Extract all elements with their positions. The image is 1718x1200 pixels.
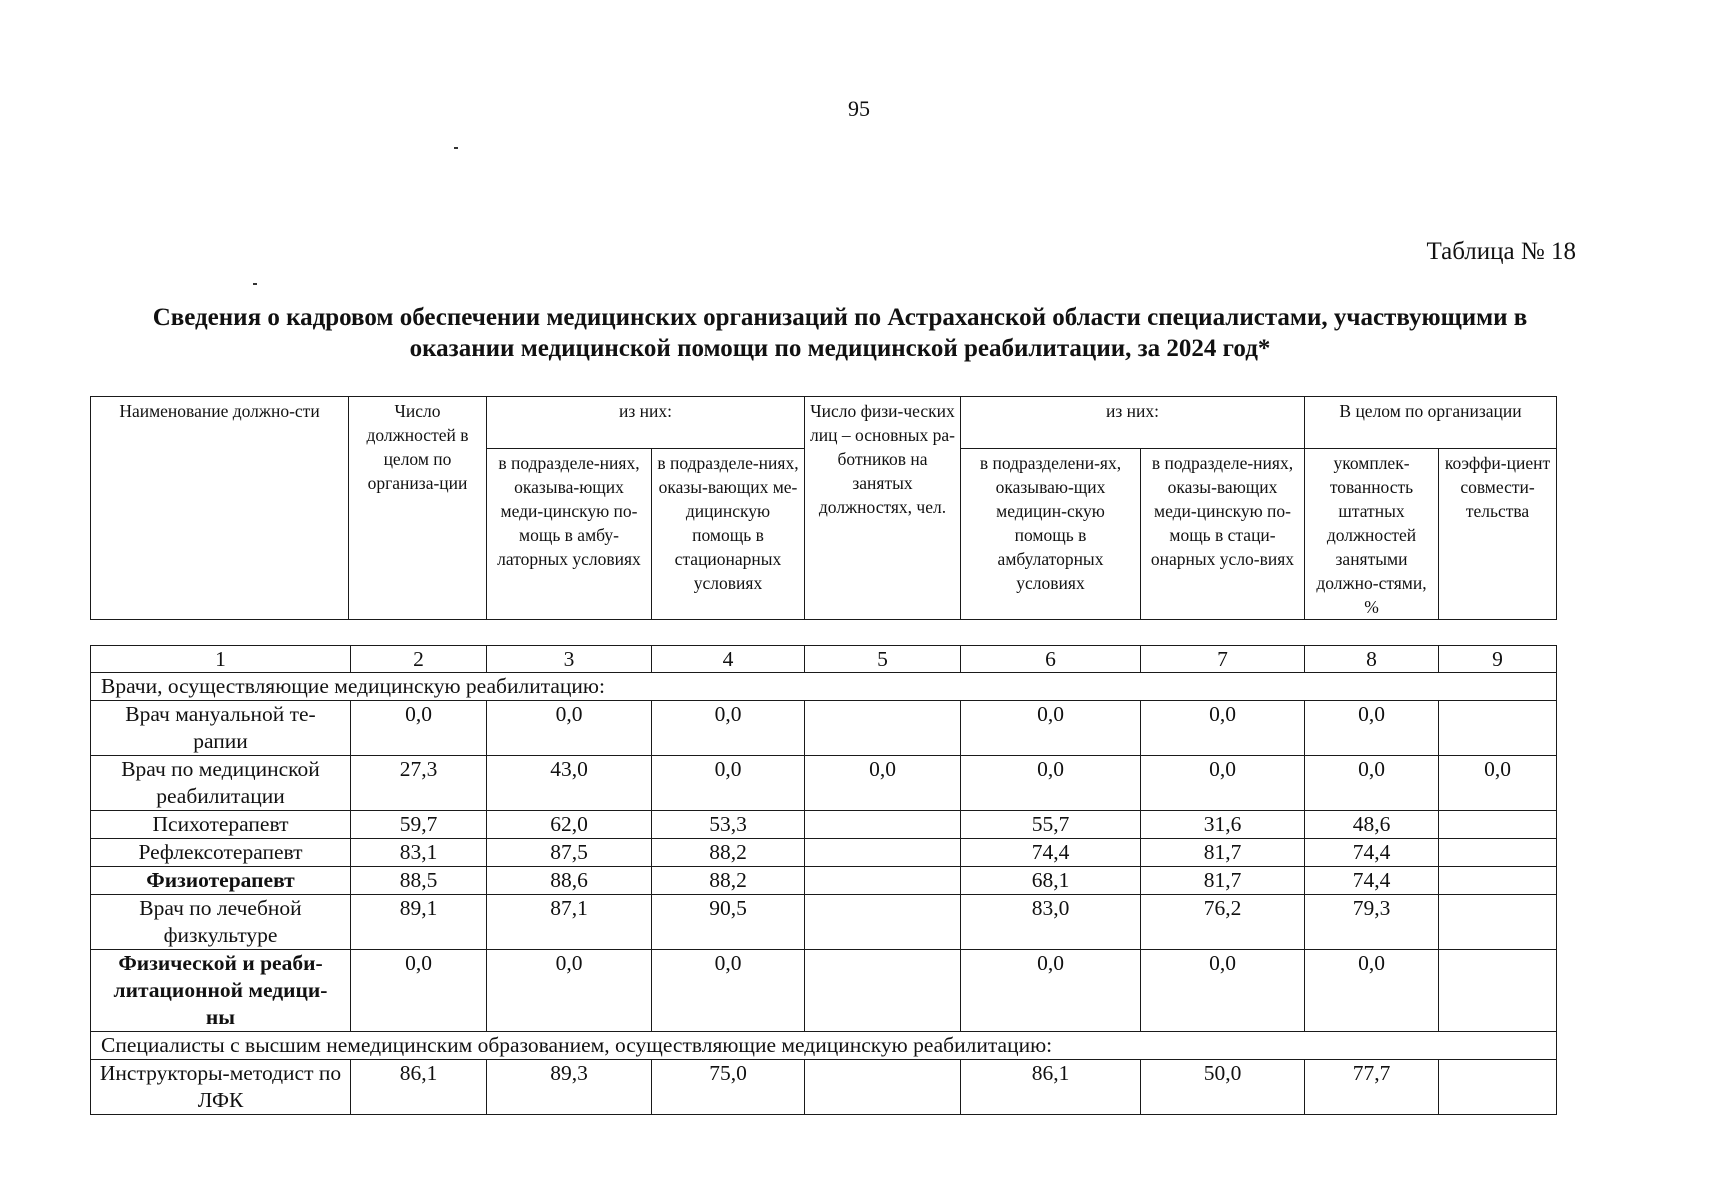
table-row bbox=[91, 839, 1557, 867]
cell-value bbox=[805, 867, 961, 895]
header-inpatient-positions: в подразделе-ниях, оказы-вающих ме-дицинскую помощь в стационарных условиях bbox=[652, 449, 805, 620]
row-name: Рефлексотерапевт bbox=[91, 839, 351, 867]
cell-value: 27,3 bbox=[351, 756, 487, 811]
cell-value bbox=[1439, 811, 1557, 839]
cell-value: 86,1 bbox=[961, 1060, 1141, 1115]
row-name: Инструкторы-методист по ЛФК bbox=[91, 1060, 351, 1115]
cell-value: 79,3 bbox=[1305, 895, 1439, 950]
data-table bbox=[90, 645, 1557, 1115]
page-number: 95 bbox=[848, 96, 870, 121]
cell-value: 0,0 bbox=[1305, 701, 1439, 756]
table-row bbox=[91, 701, 1557, 756]
cell-value: 0,0 bbox=[1305, 756, 1439, 811]
cell-value: 0,0 bbox=[351, 701, 487, 756]
cell-value: 90,5 bbox=[652, 895, 805, 950]
header-table bbox=[90, 396, 1557, 620]
section-row-doctors bbox=[91, 673, 1557, 701]
cell-value bbox=[1439, 950, 1557, 1032]
cell-value: 89,3 bbox=[487, 1060, 652, 1115]
header-staffing-rate: укомплек-тованность штатных должностей занятыми должно-стями, % bbox=[1305, 449, 1439, 620]
cell-value: 50,0 bbox=[1141, 1060, 1305, 1115]
header-of-them-2: из них: bbox=[961, 397, 1305, 449]
cell-value: 0,0 bbox=[1305, 950, 1439, 1032]
cell-value: 75,0 bbox=[652, 1060, 805, 1115]
cell-value: 77,7 bbox=[1305, 1060, 1439, 1115]
cell-value: 0,0 bbox=[487, 701, 652, 756]
cell-value: 62,0 bbox=[487, 811, 652, 839]
cell-value: 88,2 bbox=[652, 839, 805, 867]
cell-value bbox=[1439, 867, 1557, 895]
header-ambulatory-positions: в подразделе-ниях, оказыва-ющих меди-цинскую по-мощь в амбу-латорных условиях bbox=[487, 449, 652, 620]
table-row bbox=[91, 1060, 1557, 1115]
section-row-specialists bbox=[91, 1032, 1557, 1060]
cell-value: 0,0 bbox=[961, 950, 1141, 1032]
cell-value bbox=[1439, 895, 1557, 950]
cell-value bbox=[805, 1060, 961, 1115]
cell-value: 59,7 bbox=[351, 811, 487, 839]
cell-value: 0,0 bbox=[351, 950, 487, 1032]
cell-value: 48,6 bbox=[1305, 811, 1439, 839]
cell-value bbox=[1439, 1060, 1557, 1115]
scan-speck bbox=[253, 283, 257, 285]
row-name: Врач по лечебной физкультуре bbox=[91, 895, 351, 950]
cell-value: 55,7 bbox=[961, 811, 1141, 839]
cell-value: 87,5 bbox=[487, 839, 652, 867]
column-number: 1 bbox=[91, 646, 351, 673]
document-title bbox=[100, 302, 1580, 364]
header-overall-org: В целом по организации bbox=[1305, 397, 1557, 449]
cell-value bbox=[805, 839, 961, 867]
header-ambulatory-individuals: в подразделени-ях, оказываю-щих медицин-скую помощь в амбулаторных условиях bbox=[961, 449, 1141, 620]
title-line-2: оказании медицинской помощи по медицинской реабилитации, за 2024 год* bbox=[409, 335, 1271, 362]
row-name: Физиотерапевт bbox=[91, 867, 351, 895]
cell-value: 74,4 bbox=[1305, 839, 1439, 867]
row-name: Физической и реаби-литационной медици-ны bbox=[91, 950, 351, 1032]
cell-value: 0,0 bbox=[1141, 701, 1305, 756]
cell-value: 87,1 bbox=[487, 895, 652, 950]
title-line-1: Сведения о кадровом обеспечении медицинских организаций по Астраханской области специалистами, участвующими в bbox=[152, 304, 1528, 331]
cell-value: 0,0 bbox=[961, 701, 1141, 756]
cell-value: 74,4 bbox=[961, 839, 1141, 867]
table-row bbox=[91, 867, 1557, 895]
table-label: Таблица № 18 bbox=[1426, 238, 1576, 265]
cell-value: 31,6 bbox=[1141, 811, 1305, 839]
cell-value bbox=[1439, 839, 1557, 867]
header-position-name: Наименование должно-сти bbox=[91, 397, 349, 620]
cell-value: 0,0 bbox=[652, 756, 805, 811]
column-number: 9 bbox=[1439, 646, 1557, 673]
cell-value bbox=[1439, 701, 1557, 756]
cell-value: 83,0 bbox=[961, 895, 1141, 950]
header-combination-coefficient: коэффи-циент совмести-тельства bbox=[1439, 449, 1557, 620]
header-of-them-1: из них: bbox=[487, 397, 805, 449]
row-name: Психотерапевт bbox=[91, 811, 351, 839]
cell-value: 83,1 bbox=[351, 839, 487, 867]
cell-value: 81,7 bbox=[1141, 839, 1305, 867]
section-title: Специалисты с высшим немедицинским образованием, осуществляющие медицинскую реабилитацию: bbox=[91, 1032, 1557, 1060]
cell-value: 86,1 bbox=[351, 1060, 487, 1115]
table-row bbox=[91, 811, 1557, 839]
cell-value: 43,0 bbox=[487, 756, 652, 811]
cell-value: 88,2 bbox=[652, 867, 805, 895]
header-inpatient-individuals: в подразделе-ниях, оказы-вающих меди-цинскую по-мощь в стаци-онарных усло-виях bbox=[1141, 449, 1305, 620]
cell-value bbox=[805, 950, 961, 1032]
header-positions-total: Число должностей в целом по организа-ции bbox=[349, 397, 487, 620]
table-row bbox=[91, 950, 1557, 1032]
header-individuals: Число физи-ческих лиц – основных ра-ботников на занятых должностях, чел. bbox=[805, 397, 961, 620]
column-number: 7 bbox=[1141, 646, 1305, 673]
table-row bbox=[91, 756, 1557, 811]
cell-value: 0,0 bbox=[1141, 756, 1305, 811]
cell-value: 88,6 bbox=[487, 867, 652, 895]
column-number: 2 bbox=[351, 646, 487, 673]
section-title: Врачи, осуществляющие медицинскую реабилитацию: bbox=[91, 673, 1557, 701]
cell-value bbox=[805, 811, 961, 839]
cell-value: 0,0 bbox=[961, 756, 1141, 811]
cell-value: 89,1 bbox=[351, 895, 487, 950]
cell-value: 0,0 bbox=[652, 701, 805, 756]
cell-value: 0,0 bbox=[1141, 950, 1305, 1032]
column-number: 5 bbox=[805, 646, 961, 673]
cell-value bbox=[805, 701, 961, 756]
column-number: 3 bbox=[487, 646, 652, 673]
cell-value: 68,1 bbox=[961, 867, 1141, 895]
cell-value: 76,2 bbox=[1141, 895, 1305, 950]
row-name: Врач по медицинской реабилитации bbox=[91, 756, 351, 811]
cell-value: 0,0 bbox=[487, 950, 652, 1032]
cell-value: 0,0 bbox=[805, 756, 961, 811]
column-number: 8 bbox=[1305, 646, 1439, 673]
column-number-row bbox=[91, 646, 1557, 673]
column-number: 6 bbox=[961, 646, 1141, 673]
table-row bbox=[91, 895, 1557, 950]
cell-value: 53,3 bbox=[652, 811, 805, 839]
cell-value: 0,0 bbox=[1439, 756, 1557, 811]
cell-value: 88,5 bbox=[351, 867, 487, 895]
cell-value: 74,4 bbox=[1305, 867, 1439, 895]
row-name: Врач мануальной те-рапии bbox=[91, 701, 351, 756]
cell-value: 0,0 bbox=[652, 950, 805, 1032]
scan-speck bbox=[454, 147, 458, 149]
column-number: 4 bbox=[652, 646, 805, 673]
cell-value: 81,7 bbox=[1141, 867, 1305, 895]
cell-value bbox=[805, 895, 961, 950]
